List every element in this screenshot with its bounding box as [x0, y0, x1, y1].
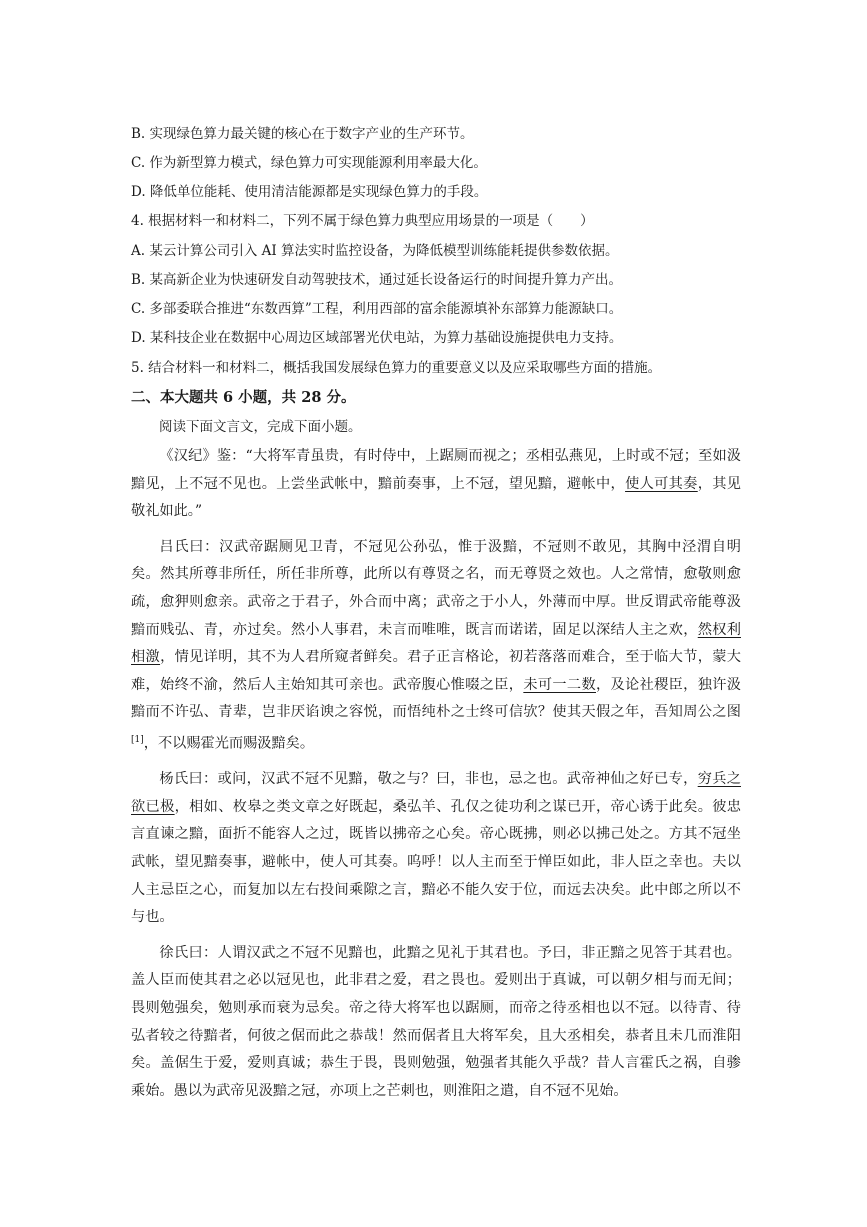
passage-paragraph-1: 《汉纪》鉴：“大将军青虽贵，有时侍中，上踞厕而视之；丞相弘燕见，上时或不冠；至如汲黯见，上不冠不见也。上尝坐武帐中，黯前奏事，上不冠，望见黯，避帐中，使人可其奏，其见敬礼如此。” [131, 448, 741, 520]
passage-paragraph-2: 吕氏曰：汉武帝踞厕见卫青，不冠见公孙弘，惟于汲黯，不冠则不敢见，其胸中泾渭自明矣。然其所尊非所任，所任非所尊，此所以有尊贤之名，而无尊贤之效也。人之常情，愈敬则愈疏，愈狎则愈亲。武帝之于君子，外合而中离；武帝之于小人，外薄而中厚。世反谓武帝能尊汲黯而贱弘、青，亦过矣。然小人事君，未言而唯唯，既言而诺诺，固足以深结人主之欢，然权利相激，情见详明，其不为人君所窥者鲜矣。君子正言格论，初若落落而难合，至于临大节，蒙大难，始终不渝，然后人主始知其可亲也。武帝腹心惟啜之臣，未可一二数，及论社稷臣，独许汲黯而不许弘、青辈，岂非厌谄谀之容悦，而悟纯朴之士终可信欤？使其天假之年，吾知周公之图[1]，不以赐霍光而赐汲黯矣。 [131, 538, 741, 752]
question-4-option-d: D. 某科技企业在数据中心周边区域部署光伏电站，为算力基础设施提供电力支持。 [131, 330, 623, 346]
passage-paragraph-3: 杨氏曰：或问，汉武不冠不见黯，敬之与？曰，非也，忌之也。武帝神仙之好已专，穷兵之欲已极，相如、枚皋之类文章之好既起，桑弘羊、孔仅之徒功利之谋已开，帝心诱于此矣。彼忠言直谏之黯，面折不能容人之过，既皆以拂帝之心矣。帝心既拂，则必以拂己处之。方其不冠坐武帐，望见黯奏事，避帐中，使人可其奏。呜呼！以人主而至于惮臣如此，非人臣之幸也。夫以人主忌臣之心，而复加以左右投间乘隙之言，黯必不能久安于位，而远去决矣。此中郎之所以不与也。 [131, 771, 741, 926]
option-b: B. 实现绿色算力最关键的核心在于数字产业的生产环节。 [131, 126, 474, 142]
underlined-phrase: 未可一二数 [523, 676, 596, 693]
question-4-option-c: C. 多部委联合推进“东数西算”工程，利用西部的富余能源填补东部算力能源缺口。 [131, 301, 623, 317]
classical-passage [131, 443, 741, 1105]
question-4-option-b: B. 某高新企业为快速研发自动驾驶技术，通过延长设备运行的时间提升算力产出。 [131, 272, 623, 288]
question-4-option-a: A. 某云计算公司引入 AI 算法实时监控设备，为降低模型训练能耗提供参数依据。 [131, 243, 619, 259]
section-heading: 二、本大题共 6 小题，共 28 分。 [131, 389, 356, 406]
underlined-phrase: 然权利相激 [131, 621, 741, 666]
option-d: D. 降低单位能耗、使用清洁能源都是实现绿色算力的手段。 [131, 184, 488, 200]
underlined-phrase: 穷兵之欲已极 [131, 771, 741, 815]
reading-instruction: 阅读下面文言文，完成下面小题。 [159, 419, 362, 435]
footnote-marker: [1] [131, 734, 144, 745]
option-c: C. 作为新型算力模式，绿色算力可实现能源利用率最大化。 [131, 155, 487, 171]
question-5: 5. 结合材料一和材料二，概括我国发展绿色算力的重要意义以及应采取哪些方面的措施。 [131, 360, 662, 376]
question-4: 4. 根据材料一和材料二，下列不属于绿色算力典型应用场景的一项是（ ） [131, 213, 594, 229]
underlined-phrase: 使人可其奏 [625, 475, 698, 492]
passage-paragraph-4: 徐氏曰：人谓汉武之不冠不见黯也，此黯之见礼于其君也。予曰，非正黯之见答于其君也。盖人臣而使其君之必以冠见也，此非君之爱，君之畏也。爱则出于真诚，可以朝夕相与而无间；畏则勉强矣，勉则承而衰为忌矣。帝之待大将军也以踞厕，而帝之待丞相也以不冠。以待青、待弘者较之待黯者，何彼之倨而此之恭哉！然而倨者且大将军矣，且大丞相矣，恭者且未几而淮阳矣。盖倨生于爱，爱则真诚；恭生于畏，畏则勉强，勉强者其能久乎哉？昔人言霍氏之祸，自骖乘始。愚以为武帝见汲黯之冠，亦项上之芒刺也，则淮阳之遣，自不冠不见始。 [131, 944, 741, 1099]
